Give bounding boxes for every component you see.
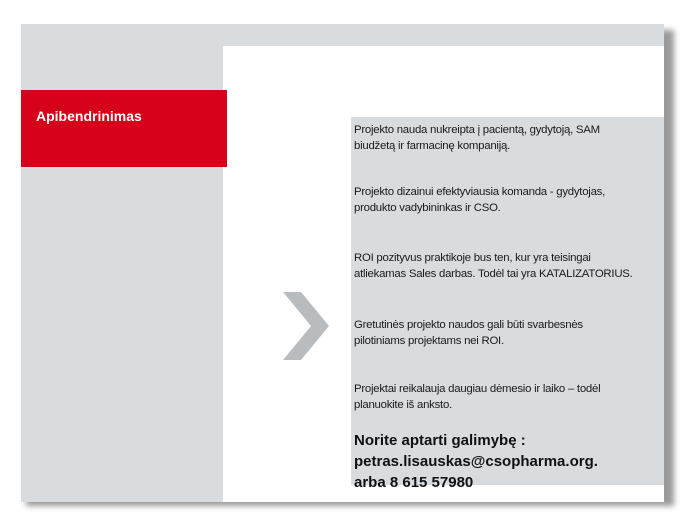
title-bar — [21, 90, 227, 167]
contact-heading: Norite aptarti galimybę : — [354, 432, 526, 449]
summary-point: Projekto nauda nukreipta į pacientą, gydytoją, SAM biudžetą ir farmacinę kompaniją. — [354, 124, 600, 152]
chevron-right-icon — [283, 292, 329, 360]
summary-panel — [351, 117, 664, 491]
contact-email[interactable]: petras.lisauskas@csopharma.org. — [354, 453, 598, 470]
contact-phone: arba 8 615 57980 — [354, 474, 474, 491]
summary-point: Projekto dizainui efektyviausia komanda - gydytojas, produkto vadybininkas ir CSO. — [354, 186, 606, 214]
contact-block — [354, 430, 664, 493]
summary-point: Projektai reikalauja daugiau dėmesio ir laiko – todėl planuokite iš anksto. — [354, 383, 601, 411]
summary-point: Gretutinės projekto naudos gali būti svarbesnės pilotiniams projektams nei ROI. — [354, 319, 583, 347]
slide-title: Apibendrinimas — [36, 108, 142, 124]
summary-point: ROI pozityvus praktikoje bus ten, kur yra teisingai atliekamas Sales darbas. Todėl tai yra KATALIZATORIUS. — [354, 252, 633, 280]
slide — [21, 24, 664, 502]
